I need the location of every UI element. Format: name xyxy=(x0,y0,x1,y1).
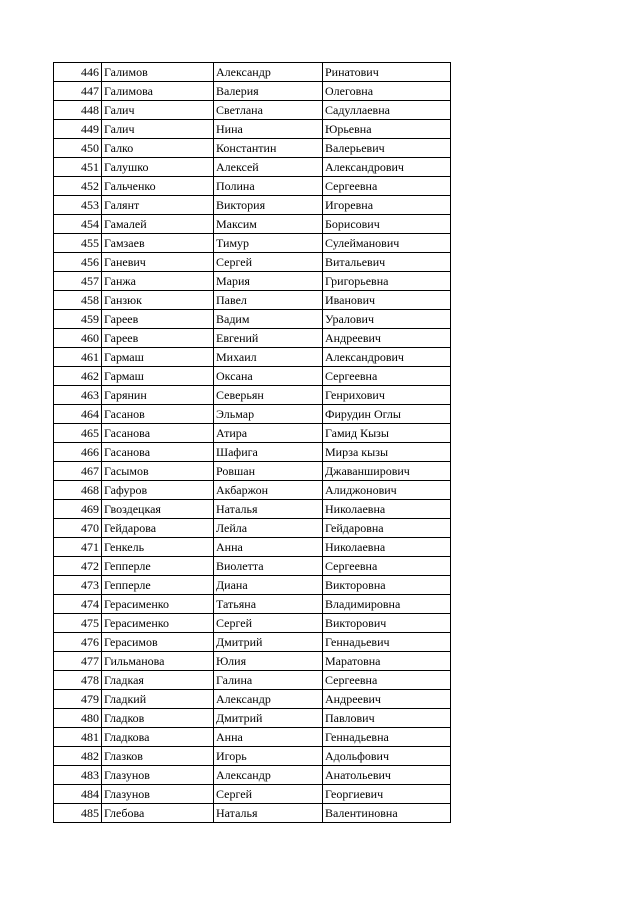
row-number: 469 xyxy=(54,500,102,519)
first-name-cell: Атира xyxy=(214,424,323,443)
table-row xyxy=(54,709,451,728)
row-number: 474 xyxy=(54,595,102,614)
table-row xyxy=(54,139,451,158)
patronymic-cell: Викторович xyxy=(323,614,451,633)
first-name-cell: Анна xyxy=(214,538,323,557)
patronymic-cell: Юрьевна xyxy=(323,120,451,139)
row-number: 479 xyxy=(54,690,102,709)
last-name-cell: Галимов xyxy=(102,63,214,82)
last-name-cell: Гепперле xyxy=(102,557,214,576)
table-row xyxy=(54,234,451,253)
patronymic-cell: Сергеевна xyxy=(323,367,451,386)
patronymic-cell: Мирза кызы xyxy=(323,443,451,462)
patronymic-cell: Игоревна xyxy=(323,196,451,215)
row-number: 473 xyxy=(54,576,102,595)
last-name-cell: Генкель xyxy=(102,538,214,557)
last-name-cell: Гальченко xyxy=(102,177,214,196)
table-row xyxy=(54,120,451,139)
table-row xyxy=(54,348,451,367)
row-number: 464 xyxy=(54,405,102,424)
patronymic-cell: Владимировна xyxy=(323,595,451,614)
row-number: 476 xyxy=(54,633,102,652)
table-row xyxy=(54,804,451,823)
patronymic-cell: Геннадьевна xyxy=(323,728,451,747)
last-name-cell: Гамзаев xyxy=(102,234,214,253)
first-name-cell: Вадим xyxy=(214,310,323,329)
first-name-cell: Сергей xyxy=(214,614,323,633)
last-name-cell: Герасименко xyxy=(102,614,214,633)
row-number: 453 xyxy=(54,196,102,215)
table-row xyxy=(54,82,451,101)
first-name-cell: Светлана xyxy=(214,101,323,120)
row-number: 468 xyxy=(54,481,102,500)
patronymic-cell: Джаванширович xyxy=(323,462,451,481)
last-name-cell: Гареев xyxy=(102,329,214,348)
row-number: 471 xyxy=(54,538,102,557)
last-name-cell: Гармаш xyxy=(102,348,214,367)
last-name-cell: Галич xyxy=(102,101,214,120)
row-number: 458 xyxy=(54,291,102,310)
first-name-cell: Александр xyxy=(214,690,323,709)
first-name-cell: Дмитрий xyxy=(214,709,323,728)
last-name-cell: Гареев xyxy=(102,310,214,329)
last-name-cell: Глазков xyxy=(102,747,214,766)
patronymic-cell: Гейдаровна xyxy=(323,519,451,538)
first-name-cell: Александр xyxy=(214,63,323,82)
table-row xyxy=(54,291,451,310)
last-name-cell: Ганевич xyxy=(102,253,214,272)
table-row xyxy=(54,253,451,272)
last-name-cell: Гасымов xyxy=(102,462,214,481)
table-row xyxy=(54,785,451,804)
table-row xyxy=(54,310,451,329)
table-row xyxy=(54,595,451,614)
patronymic-cell: Фирудин Оглы xyxy=(323,405,451,424)
patronymic-cell: Георгиевич xyxy=(323,785,451,804)
table-row xyxy=(54,766,451,785)
row-number: 477 xyxy=(54,652,102,671)
last-name-cell: Галимова xyxy=(102,82,214,101)
last-name-cell: Глазунов xyxy=(102,785,214,804)
table-row xyxy=(54,367,451,386)
row-number: 481 xyxy=(54,728,102,747)
last-name-cell: Ганжа xyxy=(102,272,214,291)
patronymic-cell: Витальевич xyxy=(323,253,451,272)
patronymic-cell: Валентиновна xyxy=(323,804,451,823)
last-name-cell: Галушко xyxy=(102,158,214,177)
first-name-cell: Тимур xyxy=(214,234,323,253)
row-number: 457 xyxy=(54,272,102,291)
first-name-cell: Александр xyxy=(214,766,323,785)
first-name-cell: Северьян xyxy=(214,386,323,405)
patronymic-cell: Андреевич xyxy=(323,329,451,348)
patronymic-cell: Уралович xyxy=(323,310,451,329)
last-name-cell: Гасанова xyxy=(102,424,214,443)
first-name-cell: Максим xyxy=(214,215,323,234)
last-name-cell: Гасанова xyxy=(102,443,214,462)
table-row xyxy=(54,462,451,481)
table-row xyxy=(54,633,451,652)
patronymic-cell: Николаевна xyxy=(323,500,451,519)
row-number: 482 xyxy=(54,747,102,766)
patronymic-cell: Генрихович xyxy=(323,386,451,405)
last-name-cell: Гладкая xyxy=(102,671,214,690)
row-number: 449 xyxy=(54,120,102,139)
table-row xyxy=(54,196,451,215)
patronymic-cell: Маратовна xyxy=(323,652,451,671)
first-name-cell: Шафига xyxy=(214,443,323,462)
last-name-cell: Глебова xyxy=(102,804,214,823)
patronymic-cell: Павлович xyxy=(323,709,451,728)
first-name-cell: Нина xyxy=(214,120,323,139)
last-name-cell: Глазунов xyxy=(102,766,214,785)
first-name-cell: Константин xyxy=(214,139,323,158)
patronymic-cell: Григорьевна xyxy=(323,272,451,291)
last-name-cell: Галко xyxy=(102,139,214,158)
table-row xyxy=(54,690,451,709)
row-number: 448 xyxy=(54,101,102,120)
first-name-cell: Сергей xyxy=(214,785,323,804)
patronymic-cell: Сергеевна xyxy=(323,177,451,196)
row-number: 461 xyxy=(54,348,102,367)
patronymic-cell: Александрович xyxy=(323,348,451,367)
first-name-cell: Валерия xyxy=(214,82,323,101)
first-name-cell: Полина xyxy=(214,177,323,196)
table-row xyxy=(54,215,451,234)
first-name-cell: Лейла xyxy=(214,519,323,538)
last-name-cell: Гамалей xyxy=(102,215,214,234)
last-name-cell: Гладков xyxy=(102,709,214,728)
row-number: 465 xyxy=(54,424,102,443)
table-row xyxy=(54,424,451,443)
first-name-cell: Игорь xyxy=(214,747,323,766)
table-row xyxy=(54,576,451,595)
last-name-cell: Галянт xyxy=(102,196,214,215)
first-name-cell: Эльмар xyxy=(214,405,323,424)
first-name-cell: Анна xyxy=(214,728,323,747)
row-number: 466 xyxy=(54,443,102,462)
patronymic-cell: Александрович xyxy=(323,158,451,177)
first-name-cell: Галина xyxy=(214,671,323,690)
table-row xyxy=(54,329,451,348)
row-number: 452 xyxy=(54,177,102,196)
patronymic-cell: Адольфович xyxy=(323,747,451,766)
patronymic-cell: Сулейманович xyxy=(323,234,451,253)
patronymic-cell: Андреевич xyxy=(323,690,451,709)
first-name-cell: Мария xyxy=(214,272,323,291)
table-row xyxy=(54,386,451,405)
row-number: 485 xyxy=(54,804,102,823)
first-name-cell: Ровшан xyxy=(214,462,323,481)
last-name-cell: Гладкова xyxy=(102,728,214,747)
row-number: 467 xyxy=(54,462,102,481)
row-number: 460 xyxy=(54,329,102,348)
first-name-cell: Наталья xyxy=(214,500,323,519)
patronymic-cell: Иванович xyxy=(323,291,451,310)
table-row xyxy=(54,272,451,291)
row-number: 450 xyxy=(54,139,102,158)
last-name-cell: Гасанов xyxy=(102,405,214,424)
row-number: 455 xyxy=(54,234,102,253)
table-row xyxy=(54,728,451,747)
table-row xyxy=(54,747,451,766)
first-name-cell: Оксана xyxy=(214,367,323,386)
table-row xyxy=(54,519,451,538)
patronymic-cell: Алиджонович xyxy=(323,481,451,500)
patronymic-cell: Борисович xyxy=(323,215,451,234)
table-row xyxy=(54,652,451,671)
first-name-cell: Виолетта xyxy=(214,557,323,576)
last-name-cell: Гейдарова xyxy=(102,519,214,538)
roster-table-body xyxy=(54,63,451,823)
last-name-cell: Герасименко xyxy=(102,595,214,614)
last-name-cell: Герасимов xyxy=(102,633,214,652)
row-number: 475 xyxy=(54,614,102,633)
last-name-cell: Гармаш xyxy=(102,367,214,386)
row-number: 484 xyxy=(54,785,102,804)
table-row xyxy=(54,177,451,196)
patronymic-cell: Анатольевич xyxy=(323,766,451,785)
roster-table xyxy=(53,62,451,823)
first-name-cell: Алексей xyxy=(214,158,323,177)
last-name-cell: Гепперле xyxy=(102,576,214,595)
last-name-cell: Гарянин xyxy=(102,386,214,405)
row-number: 480 xyxy=(54,709,102,728)
last-name-cell: Гильманова xyxy=(102,652,214,671)
table-row xyxy=(54,158,451,177)
table-row xyxy=(54,405,451,424)
table-row xyxy=(54,557,451,576)
row-number: 462 xyxy=(54,367,102,386)
patronymic-cell: Валерьевич xyxy=(323,139,451,158)
last-name-cell: Гвоздецкая xyxy=(102,500,214,519)
patronymic-cell: Олеговна xyxy=(323,82,451,101)
row-number: 472 xyxy=(54,557,102,576)
first-name-cell: Наталья xyxy=(214,804,323,823)
first-name-cell: Дмитрий xyxy=(214,633,323,652)
table-row xyxy=(54,481,451,500)
first-name-cell: Виктория xyxy=(214,196,323,215)
first-name-cell: Евгений xyxy=(214,329,323,348)
patronymic-cell: Николаевна xyxy=(323,538,451,557)
first-name-cell: Татьяна xyxy=(214,595,323,614)
first-name-cell: Павел xyxy=(214,291,323,310)
patronymic-cell: Геннадьевич xyxy=(323,633,451,652)
last-name-cell: Ганзюк xyxy=(102,291,214,310)
row-number: 463 xyxy=(54,386,102,405)
first-name-cell: Михаил xyxy=(214,348,323,367)
first-name-cell: Акбаржон xyxy=(214,481,323,500)
row-number: 483 xyxy=(54,766,102,785)
patronymic-cell: Гамид Кызы xyxy=(323,424,451,443)
row-number: 459 xyxy=(54,310,102,329)
first-name-cell: Сергей xyxy=(214,253,323,272)
first-name-cell: Диана xyxy=(214,576,323,595)
row-number: 451 xyxy=(54,158,102,177)
row-number: 470 xyxy=(54,519,102,538)
table-row xyxy=(54,500,451,519)
table-row xyxy=(54,63,451,82)
patronymic-cell: Викторовна xyxy=(323,576,451,595)
table-row xyxy=(54,443,451,462)
row-number: 456 xyxy=(54,253,102,272)
first-name-cell: Юлия xyxy=(214,652,323,671)
patronymic-cell: Сергеевна xyxy=(323,557,451,576)
patronymic-cell: Садуллаевна xyxy=(323,101,451,120)
table-row xyxy=(54,538,451,557)
last-name-cell: Галич xyxy=(102,120,214,139)
last-name-cell: Гладкий xyxy=(102,690,214,709)
row-number: 454 xyxy=(54,215,102,234)
table-row xyxy=(54,614,451,633)
row-number: 447 xyxy=(54,82,102,101)
last-name-cell: Гафуров xyxy=(102,481,214,500)
row-number: 478 xyxy=(54,671,102,690)
row-number: 446 xyxy=(54,63,102,82)
patronymic-cell: Сергеевна xyxy=(323,671,451,690)
table-row xyxy=(54,671,451,690)
patronymic-cell: Ринатович xyxy=(323,63,451,82)
table-row xyxy=(54,101,451,120)
